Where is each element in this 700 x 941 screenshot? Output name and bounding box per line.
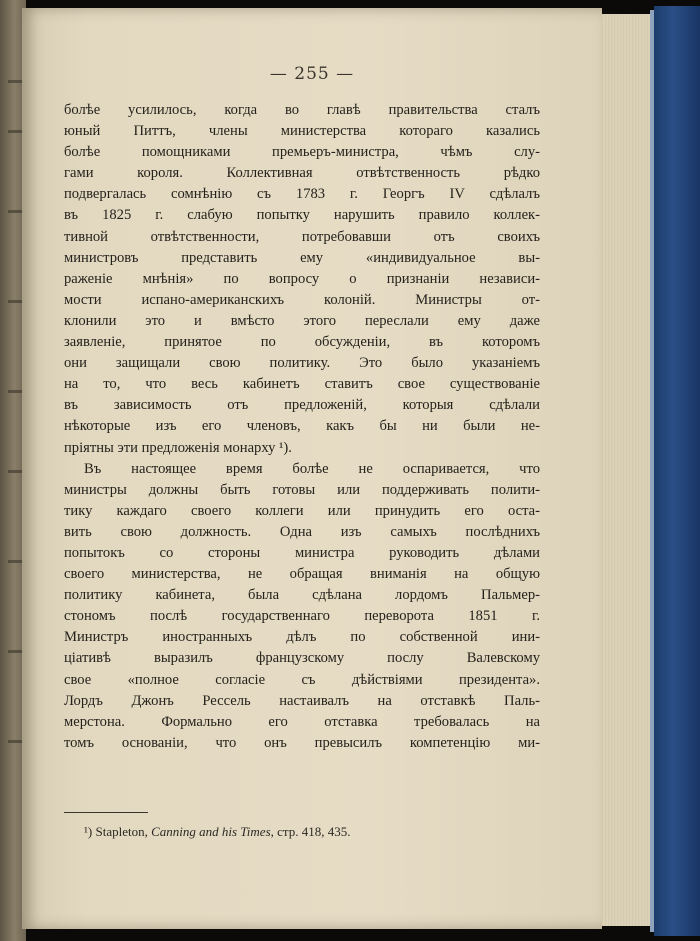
text-line: клонили это и вмѣсто этого переслали ему даже <box>64 312 540 329</box>
text-line: ціативѣ выразилъ французскому послу Валевскому <box>64 650 540 667</box>
text-line: министры должны быть готовы или поддерживать полити- <box>64 481 540 498</box>
text-line: своего министерства, не обращая вниманія на общую <box>64 566 540 583</box>
text-line: заявленіе, принятое по обсужденіи, въ которомъ <box>64 334 540 351</box>
text-line: на то, что весь кабинетъ ставитъ свое существованіе <box>64 376 540 393</box>
text-line: мерстона. Формально его отставка требовалась на <box>64 713 540 730</box>
text-line: тивной отвѣтственности, потребовавши отъ своихъ <box>64 228 540 245</box>
footnote-pages: , стр. 418, 435. <box>270 824 351 839</box>
footnote-divider <box>64 812 148 813</box>
page-number: — 255 — <box>269 64 355 84</box>
text-line: томъ основаніи, что онъ превысилъ компетенцію ми- <box>64 734 540 751</box>
footnote-author: Stapleton, <box>95 824 148 839</box>
text-line: раженіе мнѣнія» по вопросу о признаніи независи- <box>64 270 540 287</box>
text-line: министровъ представить ему «индивидуальное вы- <box>64 249 540 266</box>
text-line: подвергалась сомнѣнію съ 1783 г. Георгъ IV сдѣлалъ <box>64 186 540 203</box>
text-line: гами короля. Коллективная отвѣтственность рѣдко <box>64 165 540 182</box>
text-line: Лордъ Джонъ Рессель настаивалъ на отставкѣ Паль- <box>64 692 540 709</box>
text-line: тику каждаго своего коллеги или принудить его оста- <box>64 502 540 519</box>
text-line: свое «полное согласіе съ дѣйствіями президента». <box>64 671 540 688</box>
text-line: болѣе усилилось, когда во главѣ правительства сталъ <box>64 102 540 118</box>
text-line: стономъ послѣ государственнаго переворота 1851 г. <box>64 608 540 625</box>
paragraph-2 <box>64 459 540 754</box>
text-line: юный Питтъ, члены министерства котораго казались <box>64 123 540 140</box>
page-stack-edge <box>596 14 654 926</box>
footnote <box>84 824 351 840</box>
book-page <box>22 8 602 929</box>
text-line: пріятны эти предложенія монарху ¹). <box>64 439 292 456</box>
text-line: въ зависимость отъ предложеній, которыя сдѣлали <box>64 397 540 414</box>
footnote-marker: ¹) <box>84 824 93 839</box>
text-line: мости испано-американскихъ колоній. Министры от- <box>64 291 540 308</box>
text-line: попытокъ со стороны министра руководить дѣлами <box>64 544 540 561</box>
text-line: въ 1825 г. слабую попытку нарушить правило коллек- <box>64 207 540 224</box>
footnote-title: Canning and his Times <box>151 824 271 839</box>
text-line: вить свою должность. Одна изъ самыхъ послѣднихъ <box>64 523 540 540</box>
paragraph-1 <box>64 100 540 459</box>
text-line: политику кабинета, была сдѣлана лордомъ Пальмер- <box>64 587 540 604</box>
text-line: нѣкоторые изъ его членовъ, какъ бы ни были не- <box>64 418 540 435</box>
text-line: болѣе помощниками премьеръ-министра, чѣмъ слу- <box>64 144 540 161</box>
text-line: они защищали свою политику. Это было указаніемъ <box>64 355 540 372</box>
text-line: Въ настоящее время болѣе не оспаривается, что <box>84 460 540 477</box>
text-line: Министръ иностранныхъ дѣлъ по собственной ини- <box>64 629 540 646</box>
book-cover <box>654 6 700 936</box>
page-body-text <box>64 100 540 754</box>
